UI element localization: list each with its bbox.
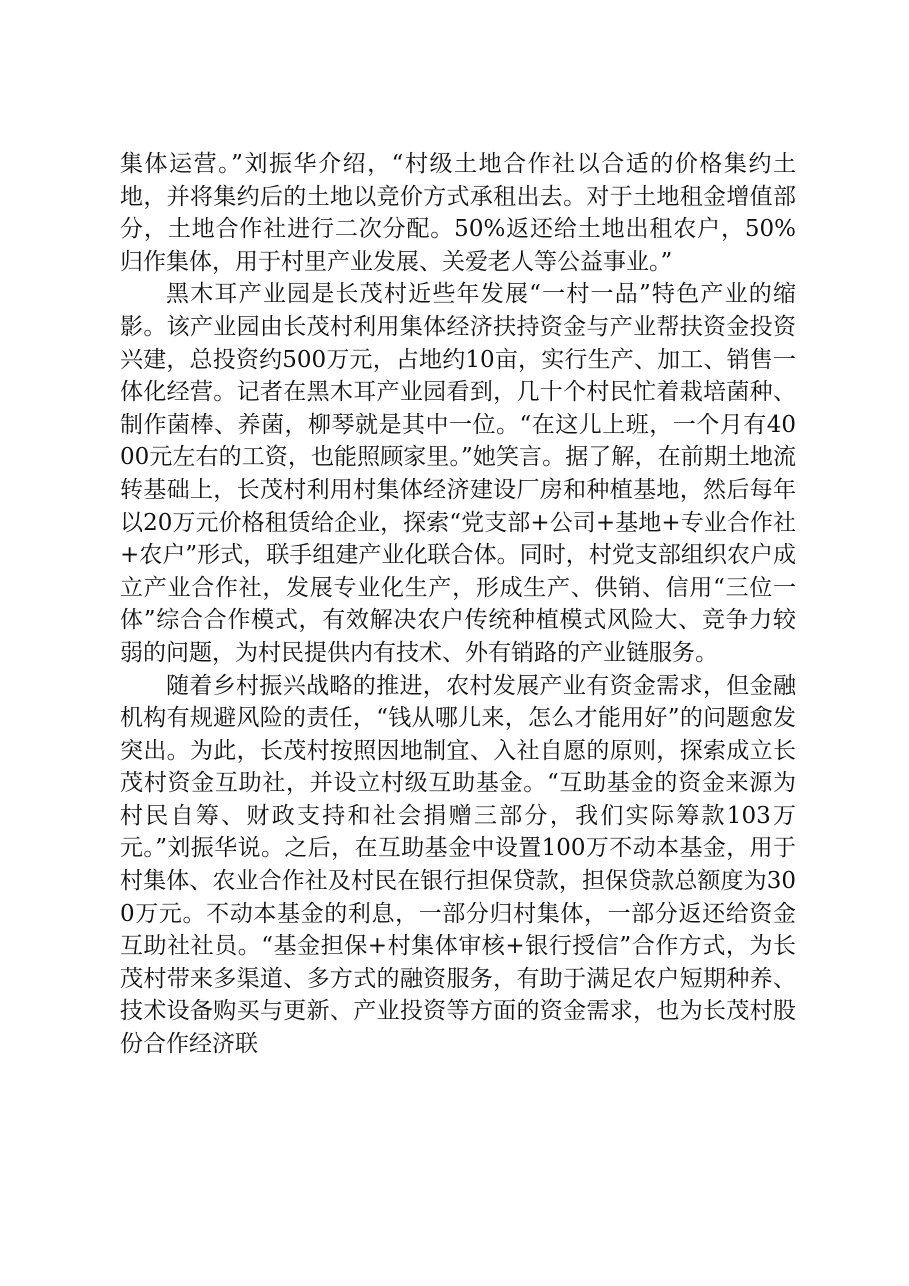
paragraph-continuation: 集体运营。”刘振华介绍，“村级土地合作社以合适的价格集约土地，并将集约后的土地以竞价方式承租出去。对于土地租金增值部分，土地合作社进行二次分配。50%返还给土地出租农户，50%归作集体，用于村里产业发展、关爱老人等公益事业。” — [120, 151, 796, 275]
article-body — [120, 148, 796, 1061]
paragraph-mutual-aid-fund: 随着乡村振兴战略的推进，农村发展产业有资金需求，但金融机构有规避风险的责任，“钱从哪儿来，怎么才能用好”的问题愈发突出。为此，长茂村按照因地制宜、入社自愿的原则，探索成立长茂村资金互助社，并设立村级互助基金。“互助基金的资金来源为村民自筹、财政支持和社会捐赠三部分，我们实际筹款103万元。”刘振华说。之后，在互助基金中设置100万不动本基金，用于村集体、农业合作社及村民在银行担保贷款，担保贷款总额度为300万元。不动本基金的利息，一部分归村集体，一部分返还给资金互助社社员。“基金担保+村集体审核+银行授信”合作方式，为长茂村带来多渠道、多方式的融资服务，有助于满足农户短期种养、技术设备购买与更新、产业投资等方面的资金需求，也为长茂村股份合作经济联 — [120, 672, 796, 1058]
paragraph-black-fungus-park: 黑木耳产业园是长茂村近些年发展“一村一品”特色产业的缩影。该产业园由长茂村利用集体经济扶持资金与产业帮扶资金投资兴建，总投资约500万元，占地约10亩，实行生产、加工、销售一体化经营。记者在黑木耳产业园看到，几十个村民忙着栽培菌种、制作菌棒、养菌，柳琴就是其中一位。“在这儿上班，一个月有4000元左右的工资，也能照顾家里。”她笑言。据了解，在前期土地流转基础上，长茂村利用村集体经济建设厂房和种植基地，然后每年以20万元价格租赁给企业，探索“党支部+公司+基地+专业合作社+农户”形式，联手组建产业化联合体。同时，村党支部组织农户成立产业合作社，发展专业化生产，形成生产、供销、信用“三位一体”综合合作模式，有效解决农户传统种植模式风险大、竞争力较弱的问题，为村民提供内有技术、外有销路的产业链服务。 — [120, 281, 796, 666]
